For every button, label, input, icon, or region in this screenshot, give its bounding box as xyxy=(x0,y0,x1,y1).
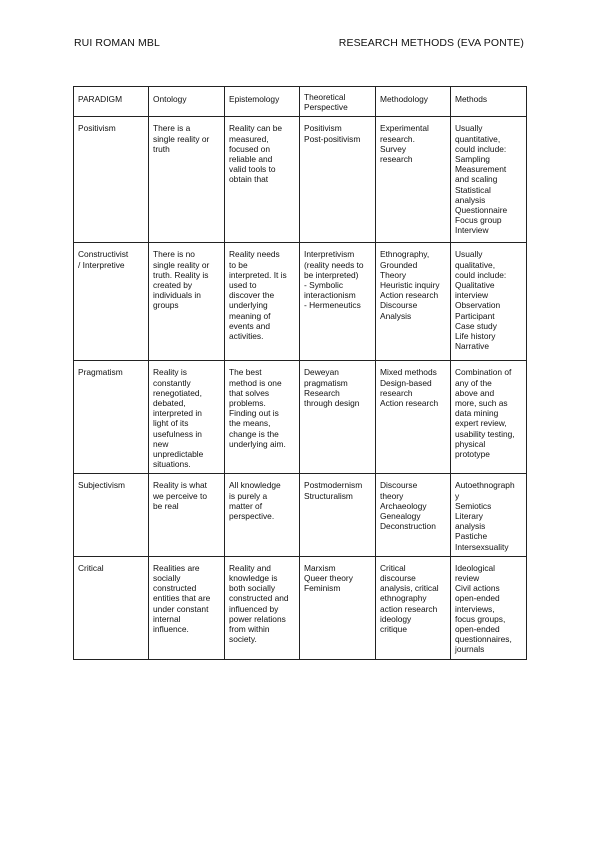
cell-text-line: Deweyan xyxy=(304,367,339,378)
column-header-label: Epistemology xyxy=(229,94,280,104)
cell-text-line: theory xyxy=(380,490,404,501)
cell-text-line: problems. xyxy=(229,398,266,409)
cell-text-line: underlying aim. xyxy=(229,438,286,449)
cell-text-line: questionnaires, xyxy=(455,634,512,645)
cell-text-line: quantitative, xyxy=(455,133,501,144)
cell-text-line: Reality needs xyxy=(229,249,280,260)
cell-text-line: socially xyxy=(153,573,181,584)
cell-ontology xyxy=(149,361,225,474)
cell-text-line: truth. Reality is xyxy=(153,269,209,280)
cell-text-line: more, such as xyxy=(455,398,508,409)
cell-text-line: Grounded xyxy=(380,259,418,270)
cell-text-line: qualitative, xyxy=(455,259,496,270)
cell-text-line: Qualitative xyxy=(455,280,495,291)
cell-epistemology xyxy=(225,117,300,243)
cell-text-line: interactionism xyxy=(304,290,356,301)
cell-text-line: constructed and xyxy=(229,593,289,604)
cell-text-line: Measurement xyxy=(455,164,507,175)
cell-text-line: to be xyxy=(229,259,248,270)
cell-text-line: influenced by xyxy=(229,603,279,614)
cell-text-line: single reality or xyxy=(153,259,210,270)
cell-text-line: Design-based xyxy=(380,377,432,388)
cell-text-line: There is a xyxy=(153,123,191,134)
cell-text-line: Theory xyxy=(380,269,407,280)
cell-text-line: There is no xyxy=(153,249,195,260)
cell-text-line: Postmodernism xyxy=(304,480,363,491)
cell-text-line: Sampling xyxy=(455,154,490,165)
cell-text-line: Questionnaire xyxy=(455,205,508,216)
cell-text-line: Archaeology xyxy=(380,500,427,511)
cell-paradigm xyxy=(74,361,149,474)
cell-text-line: under constant xyxy=(153,603,209,614)
cell-text-line: Case study xyxy=(455,320,497,331)
cell-epistemology xyxy=(225,361,300,474)
cell-perspective xyxy=(300,556,376,659)
cell-perspective xyxy=(300,117,376,243)
cell-methodology xyxy=(376,243,451,361)
column-header xyxy=(376,87,451,117)
cell-epistemology xyxy=(225,474,300,556)
cell-text-line: could include: xyxy=(455,269,507,280)
table-row xyxy=(74,556,527,659)
cell-methods xyxy=(451,243,527,361)
cell-text-line: measured, xyxy=(229,133,269,144)
cell-text-line: critique xyxy=(380,624,407,635)
cell-text-line: Literary xyxy=(455,511,483,522)
column-header xyxy=(225,87,300,117)
cell-text-line: research xyxy=(380,154,413,165)
cell-text-line: Interpretivism xyxy=(304,249,355,260)
cell-text-line: situations. xyxy=(153,459,191,470)
cell-text-line: reliable and xyxy=(229,154,273,165)
cell-text-line: Ethnography, xyxy=(380,249,430,260)
cell-text-line: be real xyxy=(153,500,179,511)
cell-text-line: Action research xyxy=(380,398,439,409)
cell-text-line: perspective. xyxy=(229,511,275,522)
cell-text-line: interview xyxy=(455,290,489,301)
cell-text-line: Reality is xyxy=(153,367,187,378)
cell-text-line: Mixed methods xyxy=(380,367,437,378)
cell-text-line: journals xyxy=(455,644,485,655)
cell-text-line: both socially xyxy=(229,583,276,594)
cell-methods xyxy=(451,361,527,474)
cell-text-line: method is one xyxy=(229,377,282,388)
cell-text-line: through design xyxy=(304,398,360,409)
cell-text-line: individuals in xyxy=(153,290,201,301)
cell-paradigm xyxy=(74,117,149,243)
cell-text-line: Semiotics xyxy=(455,500,492,511)
cell-ontology xyxy=(149,556,225,659)
cell-text-line: Analysis xyxy=(380,310,412,321)
cell-text-line: obtain that xyxy=(229,174,269,185)
cell-text-line: Pragmatism xyxy=(78,367,123,378)
cell-text-line: interpreted in xyxy=(153,408,202,419)
cell-text-line: open-ended xyxy=(455,593,500,604)
cell-text-line: Realities are xyxy=(153,562,200,573)
cell-text-line: Constructivist xyxy=(78,249,129,260)
table-row xyxy=(74,243,527,361)
cell-text-line: Combination of xyxy=(455,367,512,378)
cell-text-line: physical xyxy=(455,438,486,449)
cell-text-line: from within xyxy=(229,624,270,635)
cell-text-line: usability testing, xyxy=(455,428,515,439)
cell-text-line: Autoethnograph xyxy=(455,480,515,491)
cell-text-line: Life history xyxy=(455,331,496,342)
cell-text-line: Narrative xyxy=(455,341,489,352)
cell-text-line: we perceive to xyxy=(153,490,207,501)
cell-text-line: knowledge is xyxy=(229,573,278,584)
column-header-label: Theoretical Perspective xyxy=(304,92,348,113)
cell-text-line: groups xyxy=(153,300,179,311)
table-row xyxy=(74,361,527,474)
cell-text-line: created by xyxy=(153,280,193,291)
cell-text-line: interviews, xyxy=(455,603,495,614)
cell-text-line: activities. xyxy=(229,331,264,342)
paradigm-table xyxy=(73,86,527,660)
cell-text-line: Statistical xyxy=(455,184,491,195)
cell-text-line: discover the xyxy=(229,290,275,301)
cell-text-line: Reality and xyxy=(229,562,271,573)
cell-text-line: focused on xyxy=(229,143,270,154)
cell-text-line: Usually xyxy=(455,123,483,134)
cell-text-line: discourse xyxy=(380,573,416,584)
cell-text-line: Ideological xyxy=(455,562,496,573)
column-header-label: Methodology xyxy=(380,94,428,104)
cell-methodology xyxy=(376,556,451,659)
cell-text-line: Marxism xyxy=(304,562,336,573)
cell-methods xyxy=(451,556,527,659)
cell-perspective xyxy=(300,474,376,556)
cell-text-line: constantly xyxy=(153,377,191,388)
cell-methods xyxy=(451,474,527,556)
cell-text-line: pragmatism xyxy=(304,377,348,388)
column-header-label: Methods xyxy=(455,94,488,104)
column-header-label: Ontology xyxy=(153,94,187,104)
cell-methodology xyxy=(376,474,451,556)
column-header xyxy=(149,87,225,117)
cell-text-line: expert review, xyxy=(455,418,507,429)
cell-text-line: ethnography xyxy=(380,593,427,604)
cell-text-line: prototype xyxy=(455,449,490,460)
cell-text-line: underlying xyxy=(229,300,268,311)
cell-text-line: data mining xyxy=(455,408,499,419)
cell-text-line: power relations xyxy=(229,613,286,624)
column-header xyxy=(451,87,527,117)
cell-text-line: and scaling xyxy=(455,174,498,185)
cell-ontology xyxy=(149,117,225,243)
cell-text-line: Genealogy xyxy=(380,511,421,522)
cell-text-line: Positivism xyxy=(304,123,342,134)
cell-text-line: / Interpretive xyxy=(78,259,125,270)
cell-text-line: Critical xyxy=(78,562,104,573)
cell-text-line: Positivism xyxy=(78,123,116,134)
column-header xyxy=(74,87,149,117)
cell-text-line: (reality needs to xyxy=(304,259,364,270)
cell-text-line: Deconstruction xyxy=(380,521,436,532)
cell-text-line: matter of xyxy=(229,500,263,511)
cell-text-line: Subjectivism xyxy=(78,480,126,491)
cell-text-line: Pastiche xyxy=(455,531,488,542)
cell-text-line: analysis xyxy=(455,521,486,532)
cell-text-line: is purely a xyxy=(229,490,268,501)
cell-text-line: Critical xyxy=(380,562,406,573)
cell-epistemology xyxy=(225,243,300,361)
cell-text-line: valid tools to xyxy=(229,164,276,175)
cell-text-line: entities that are xyxy=(153,593,211,604)
cell-text-line: Civil actions xyxy=(455,583,500,594)
cell-perspective xyxy=(300,361,376,474)
cell-text-line: unpredictable xyxy=(153,449,204,460)
cell-text-line: single reality or xyxy=(153,133,210,144)
cell-text-line: research. xyxy=(380,133,415,144)
cell-text-line: Discourse xyxy=(380,300,418,311)
cell-text-line: Focus group xyxy=(455,215,502,226)
cell-text-line: Action research xyxy=(380,290,439,301)
table-row xyxy=(74,117,527,243)
column-header-label: PARADIGM xyxy=(78,94,123,104)
cell-text-line: ideology xyxy=(380,613,412,624)
cell-text-line: influence. xyxy=(153,624,189,635)
column-header xyxy=(300,87,376,117)
cell-text-line: any of the xyxy=(455,377,492,388)
cell-text-line: open-ended xyxy=(455,624,500,635)
cell-text-line: Observation xyxy=(455,300,501,311)
cell-text-line: meaning of xyxy=(229,310,271,321)
cell-text-line: analysis, critical xyxy=(380,583,439,594)
cell-text-line: Intersexsuality xyxy=(455,541,509,552)
cell-epistemology xyxy=(225,556,300,659)
cell-text-line: debated, xyxy=(153,398,186,409)
cell-text-line: used to xyxy=(229,280,257,291)
cell-text-line: y xyxy=(455,490,460,501)
cell-text-line: All knowledge xyxy=(229,480,281,491)
cell-paradigm xyxy=(74,243,149,361)
cell-text-line: Post-positivism xyxy=(304,133,361,144)
cell-perspective xyxy=(300,243,376,361)
cell-methodology xyxy=(376,117,451,243)
cell-text-line: Interview xyxy=(455,225,489,236)
cell-text-line: renegotiated, xyxy=(153,387,202,398)
cell-text-line: - Hermeneutics xyxy=(304,300,361,311)
cell-text-line: Participant xyxy=(455,310,495,321)
cell-text-line: usefulness in xyxy=(153,428,202,439)
cell-text-line: focus groups, xyxy=(455,613,506,624)
cell-text-line: Research xyxy=(304,387,340,398)
cell-text-line: new xyxy=(153,438,169,449)
cell-text-line: review xyxy=(455,573,480,584)
cell-text-line: above and xyxy=(455,387,495,398)
cell-text-line: Usually xyxy=(455,249,483,260)
cell-ontology xyxy=(149,243,225,361)
cell-text-line: Structuralism xyxy=(304,490,353,501)
cell-paradigm xyxy=(74,474,149,556)
cell-text-line: analysis xyxy=(455,194,486,205)
cell-text-line: research xyxy=(380,387,413,398)
header-course-title: RESEARCH METHODS (EVA PONTE) xyxy=(338,37,524,49)
cell-text-line: Heuristic inquiry xyxy=(380,280,440,291)
cell-text-line: interpreted. It is xyxy=(229,269,287,280)
cell-text-line: light of its xyxy=(153,418,189,429)
cell-paradigm xyxy=(74,556,149,659)
cell-methods xyxy=(451,117,527,243)
cell-text-line: internal xyxy=(153,613,181,624)
cell-text-line: Queer theory xyxy=(304,573,353,584)
cell-text-line: events and xyxy=(229,320,270,331)
cell-text-line: Finding out is xyxy=(229,408,279,419)
table-header-row xyxy=(74,87,527,117)
cell-text-line: that solves xyxy=(229,387,270,398)
cell-text-line: the means, xyxy=(229,418,271,429)
cell-text-line: truth xyxy=(153,143,170,154)
cell-ontology xyxy=(149,474,225,556)
cell-text-line: Reality can be xyxy=(229,123,283,134)
cell-text-line: Reality is what xyxy=(153,480,207,491)
cell-text-line: society. xyxy=(229,634,257,645)
cell-text-line: The best xyxy=(229,367,262,378)
cell-text-line: Survey xyxy=(380,143,407,154)
cell-text-line: - Symbolic xyxy=(304,280,344,291)
header-author: RUI ROMAN MBL xyxy=(74,37,160,49)
cell-text-line: be interpreted) xyxy=(304,269,359,280)
cell-text-line: action research xyxy=(380,603,438,614)
cell-text-line: constructed xyxy=(153,583,197,594)
cell-text-line: Discourse xyxy=(380,480,418,491)
table-row xyxy=(74,474,527,556)
cell-text-line: change is the xyxy=(229,428,279,439)
cell-text-line: could include: xyxy=(455,143,507,154)
cell-text-line: Feminism xyxy=(304,583,341,594)
cell-methodology xyxy=(376,361,451,474)
cell-text-line: Experimental xyxy=(380,123,429,134)
